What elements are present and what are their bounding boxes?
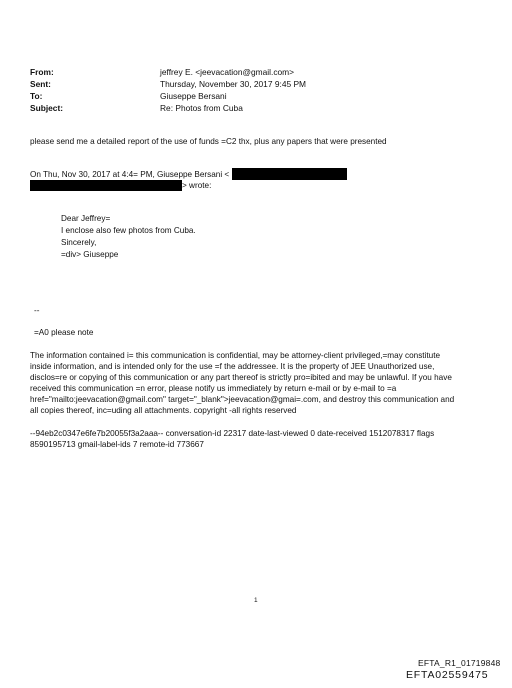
redaction-box — [30, 180, 182, 191]
signature-separator: -- — [34, 306, 40, 315]
quote-line: Dear Jeffrey= — [61, 214, 111, 223]
message-line: please send me a detailed report of the use of funds =C2 thx, plus any papers that were presented — [30, 137, 387, 146]
disclaimer-line: The information contained i= this communication is confidential, may be attorney-client privileged,=may constitute — [30, 351, 441, 360]
sent-label: Sent: — [30, 79, 51, 89]
metadata-line: --94eb2c0347e6fe7b20055f3a2aaa-- conversation-id 22317 date-last-viewed 0 date-received 1512078317 flags — [30, 429, 435, 438]
subject-label: Subject: — [30, 103, 64, 113]
from-value: jeffrey E. <jeevacation@gmail.com> — [160, 67, 295, 77]
quote-attribution: On Thu, Nov 30, 2017 at 4:4= PM, Giuseppe Bersani < — [30, 170, 230, 179]
disclaimer-line: all copies thereof, inc=uding all attachments. copyright -all rights reserved — [30, 406, 297, 415]
from-label: From: — [30, 67, 54, 77]
to-value: Giuseppe Bersani — [160, 91, 227, 101]
disclaimer-line: href="mailto:jeevacation@gmail.com" target="_blank">jeevacation@gmai=.com, and destroy this communication and — [30, 395, 455, 404]
metadata-line: 8590195713 gmail-label-ids 7 remote-id 773667 — [30, 440, 204, 449]
footer-ref-primary: EFTA_R1_01719848 — [418, 658, 501, 668]
quote-wrote: > wrote: — [182, 181, 212, 190]
subject-value: Re: Photos from Cuba — [160, 103, 243, 113]
disclaimer-line: inside information, and is intended only for the use =f the addressee. It is the property of JEE Unauthorized use, — [30, 362, 435, 371]
note-line: =A0 please note — [34, 328, 94, 337]
redaction-box — [232, 168, 347, 180]
quote-line: I enclose also few photos from Cuba. — [61, 226, 196, 235]
disclaimer-line: disclos=re or copying of this communication or any part thereof is strictly pro=ibited and may be unlawful. If you have — [30, 373, 452, 382]
quote-line: =div> Giuseppe — [61, 250, 119, 259]
footer-ref-secondary: EFTA02559475 — [406, 669, 489, 681]
to-label: To: — [30, 91, 43, 101]
quote-line: Sincerely, — [61, 238, 97, 247]
disclaimer-line: received this communication =n error, please notify us immediately by return e-mail or by e-mail to =a — [30, 384, 397, 393]
page-number: 1 — [254, 597, 258, 604]
sent-value: Thursday, November 30, 2017 9:45 PM — [160, 79, 307, 89]
